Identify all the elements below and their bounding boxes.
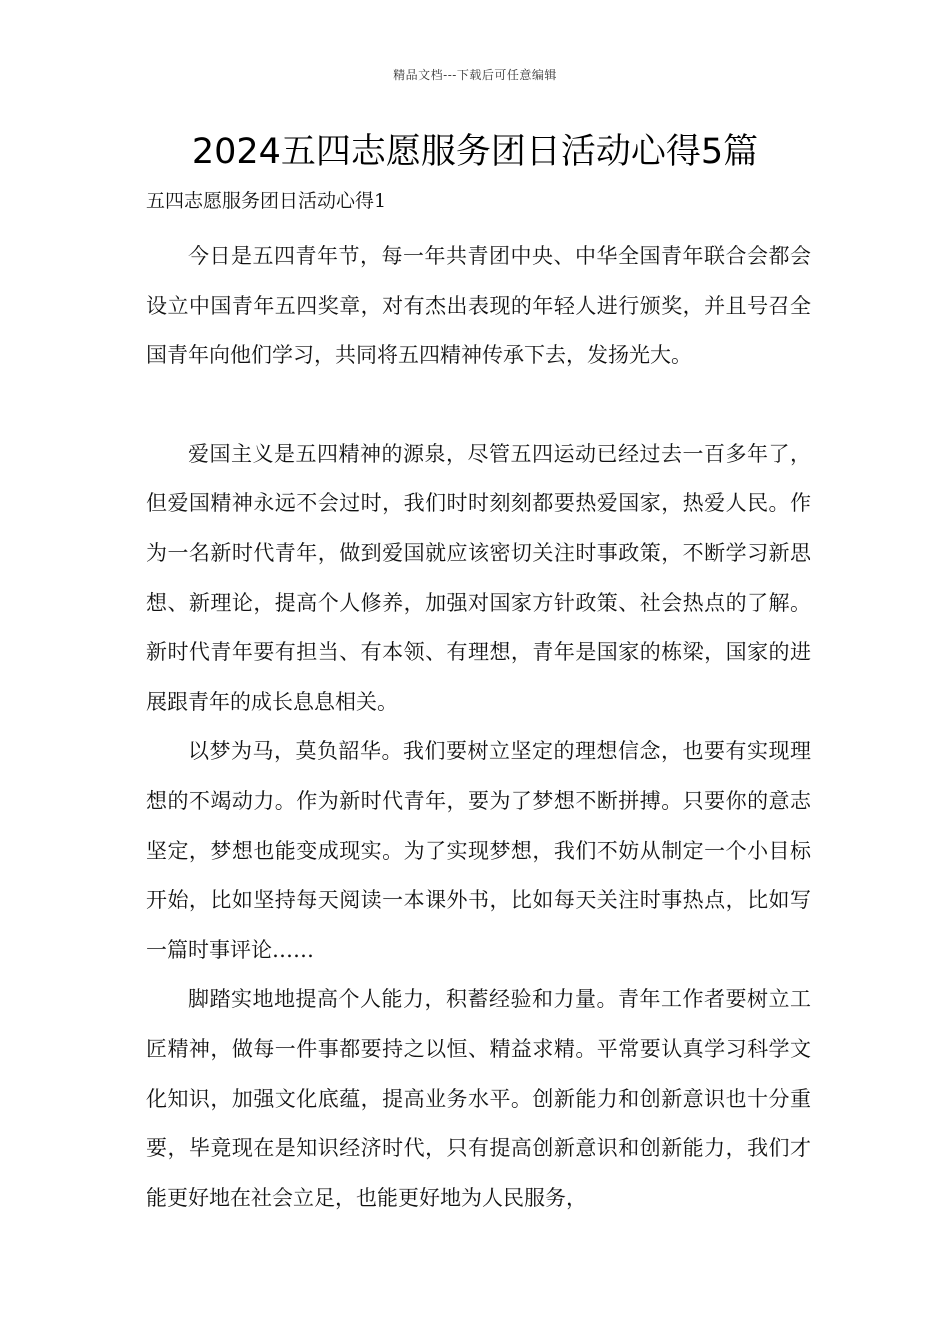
paragraph: 今日是五四青年节，每一年共青团中央、中华全国青年联合会都会设立中国青年五四奖章，对有杰出表现的年轻人进行颁奖，并且号召全国青年向他们学习，共同将五四精神传承下去，发扬光大。 [146,244,811,368]
paragraph: 脚踏实地地提高个人能力，积蓄经验和力量。青年工作者要树立工匠精神，做每一件事都要持之以恒、精益求精。平常要认真学习科学文化知识，加强文化底蕴，提高业务水平。创新能力和创新意识也十分重要，毕竟现在是知识经济时代，只有提高创新意识和创新能力，我们才能更好地在社会立足，也能更好地为人民服务， [146,987,811,1210]
header-note: 精品文档---下载后可任意编辑 [393,68,557,82]
paragraph: 爱国主义是五四精神的源泉，尽管五四运动已经过去一百多年了，但爱国精神永远不会过时，我们时时刻刻都要热爱国家，热爱人民。作为一名新时代青年，做到爱国就应该密切关注时事政策，不断学习新思想、新理论，提高个人修养，加强对国家方针政策、社会热点的了解。新时代青年要有担当、有本领、有理想，青年是国家的栋梁，国家的进展跟青年的成长息息相关。 [146,441,811,714]
document-body [146,232,811,1223]
paragraph: 以梦为马，莫负韶华。我们要树立坚定的理想信念，也要有实现理想的不竭动力。作为新时代青年，要为了梦想不断拼搏。只要你的意志坚定，梦想也能变成现实。为了实现梦想，我们不妨从制定一个小目标开始，比如坚持每天阅读一本课外书，比如每天关注时事热点，比如写一篇时事评论…… [146,739,811,962]
section-heading: 五四志愿服务团日活动心得1 [146,190,387,212]
document-title: 2024五四志愿服务团日活动心得5篇 [191,132,759,172]
